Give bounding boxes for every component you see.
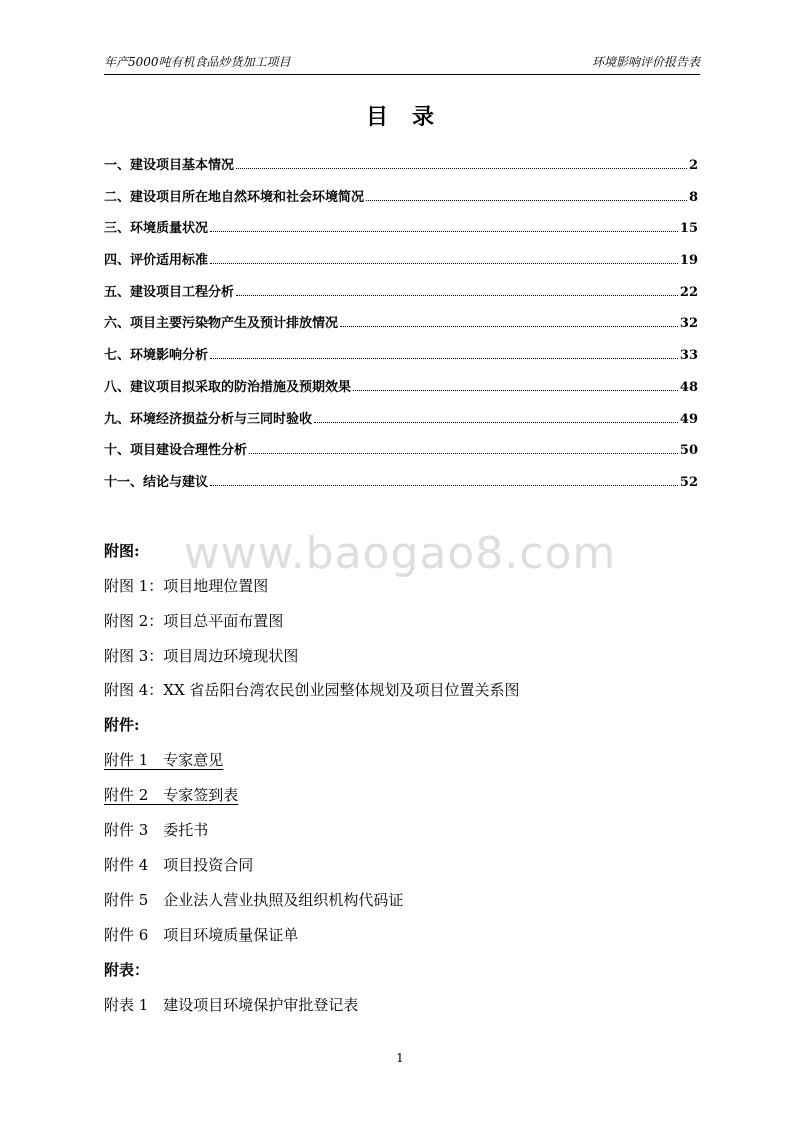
attachment-item: 附件 4 项目投资合同 <box>104 856 254 874</box>
toc-entry[interactable] <box>104 312 698 344</box>
toc-entry-page: 2 <box>688 158 698 173</box>
toc-entry-page: 15 <box>679 221 698 237</box>
toc-entry[interactable] <box>104 249 698 281</box>
toc-leader-dots <box>210 263 678 264</box>
toc-entry-page: 50 <box>679 443 698 459</box>
toc-entry-label: 一、建设项目基本情况 <box>104 158 235 173</box>
toc-entry[interactable] <box>104 217 698 249</box>
watermark: www.baogao8.com <box>183 528 617 579</box>
toc-entry-label: 十、项目建设合理性分析 <box>104 443 248 459</box>
toc-entry-label: 六、项目主要污染物产生及预计排放情况 <box>104 316 339 332</box>
toc-entry-page: 32 <box>679 316 698 332</box>
toc-leader-dots <box>210 358 678 359</box>
toc-leader-dots <box>249 453 678 454</box>
header-report-type: 环境影响评价报告表 <box>591 55 700 69</box>
toc-leader-dots <box>366 200 687 201</box>
toc-entry-label: 三、环境质量状况 <box>104 221 209 237</box>
toc-leader-dots <box>340 326 678 327</box>
page-header <box>104 54 700 75</box>
toc-entry[interactable] <box>104 376 698 408</box>
attachment-item: 附件 5 企业法人营业执照及组织机构代码证 <box>104 891 404 909</box>
tables-heading: 附表： <box>104 961 150 979</box>
toc-leader-dots <box>314 422 678 423</box>
toc-entry[interactable] <box>104 344 698 376</box>
figure-item: 附图 1：项目地理位置图 <box>104 577 269 595</box>
attachment-item-link[interactable]: 附件 1 专家意见 <box>104 751 224 769</box>
figure-item: 附图 2：项目总平面布置图 <box>104 612 284 630</box>
toc-entry-label: 九、环境经济损益分析与三同时验收 <box>104 411 313 427</box>
table-of-contents <box>104 154 698 503</box>
toc-entry-label: 十一、结论与建议 <box>104 474 209 490</box>
toc-entry-label: 五、建设项目工程分析 <box>104 284 235 300</box>
toc-leader-dots <box>353 390 678 391</box>
table-item: 附表 1 建设项目环境保护审批登记表 <box>104 996 359 1014</box>
toc-leader-dots <box>210 485 678 486</box>
figures-heading: 附图: <box>104 542 140 560</box>
toc-entry[interactable] <box>104 154 698 186</box>
toc-entry-label: 四、评价适用标准 <box>104 253 209 269</box>
attachment-item-link[interactable]: 附件 2 专家签到表 <box>104 786 239 804</box>
toc-entry-page: 48 <box>679 379 698 395</box>
toc-entry-page: 19 <box>679 253 698 269</box>
toc-entry[interactable] <box>104 439 698 471</box>
toc-entry-page: 33 <box>679 348 698 364</box>
toc-entry[interactable] <box>104 186 698 218</box>
attachment-item: 附件 6 项目环境质量保证单 <box>104 926 299 944</box>
toc-entry[interactable] <box>104 408 698 440</box>
toc-entry[interactable] <box>104 281 698 313</box>
attachments-heading: 附件: <box>104 716 140 734</box>
toc-entry-page: 49 <box>679 411 698 427</box>
header-project-name: 年产5000吨有机食品炒货加工项目 <box>104 55 291 69</box>
figure-item: 附图 3：项目周边环境现状图 <box>104 647 299 665</box>
toc-entry-label: 八、建议项目拟采取的防治措施及预期效果 <box>104 379 352 395</box>
toc-leader-dots <box>236 168 687 169</box>
page-title: 目录 <box>365 104 458 130</box>
page-number: 1 <box>396 1051 404 1065</box>
figure-item: 附图 4：XX 省岳阳台湾农民创业园整体规划及项目位置关系图 <box>104 681 520 699</box>
toc-leader-dots <box>236 295 678 296</box>
toc-entry[interactable] <box>104 471 698 503</box>
toc-entry-label: 七、环境影响分析 <box>104 348 209 364</box>
toc-entry-page: 52 <box>679 474 698 490</box>
toc-entry-page: 8 <box>688 189 698 205</box>
toc-entry-label: 二、建设项目所在地自然环境和社会环境简况 <box>104 189 365 205</box>
toc-leader-dots <box>210 231 678 232</box>
attachment-item: 附件 3 委托书 <box>104 821 209 839</box>
toc-entry-page: 22 <box>679 284 698 300</box>
